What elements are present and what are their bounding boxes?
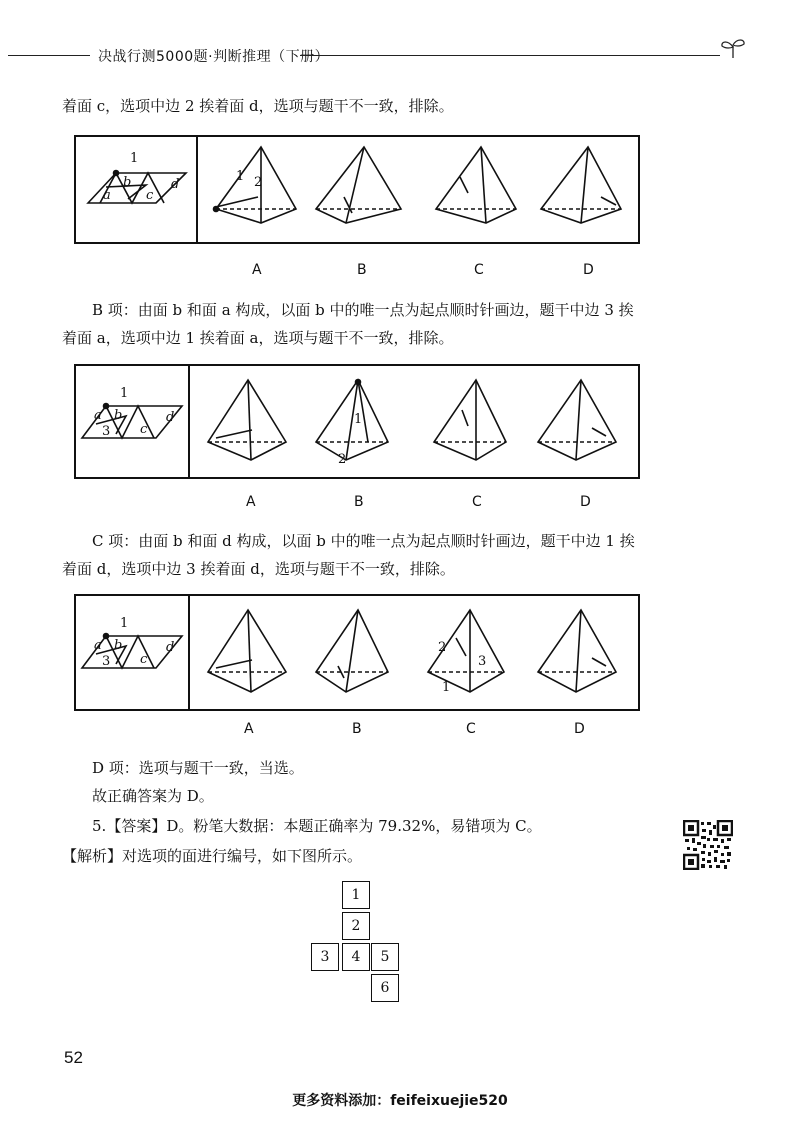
figure-2-optionD — [538, 380, 616, 460]
figure-2-label-D: D — [580, 494, 591, 510]
figure-1-label-A: A — [252, 262, 262, 278]
paragraph-d: D 项：选项与题干一致，当选。 — [92, 759, 304, 777]
figure-2-optionB-edge-2: 2 — [338, 452, 347, 467]
figure-1-optionB — [316, 147, 401, 223]
figure-1-face-b: b — [123, 175, 132, 190]
cube-face-5: 5 — [371, 943, 399, 971]
figure-2-face-d: d — [166, 410, 175, 425]
footer-note: 更多资料添加：feifeixuejie520 — [292, 1093, 508, 1109]
cube-face-4: 4 — [342, 943, 370, 971]
figure-1-face-d: d — [171, 177, 180, 192]
figure-2-label-C: C — [472, 494, 482, 510]
figure-3-face-d: d — [166, 640, 175, 655]
q5-answer-line — [62, 812, 722, 840]
paragraph-c-line1: C 项：由面 b 和面 d 构成，以面 b 中的唯一点为起点顺时针画边，题干中边 1 挨 — [92, 532, 635, 550]
figure-3-face-a: a — [94, 638, 102, 653]
figure-2-face-b: b — [114, 408, 123, 423]
q5-answer-tag: 【答案】 — [106, 817, 167, 835]
figure-1-optionA-edge-2: 2 — [254, 175, 263, 190]
figure-3-optionD — [538, 610, 616, 692]
answer-line: 故正确答案为 D。 — [92, 787, 214, 805]
figure-2-edge-top: 1 — [120, 386, 129, 401]
figure-3-edge-top: 1 — [120, 616, 129, 631]
figure-2-face-c: c — [140, 422, 148, 437]
figure-3-label-C: C — [466, 721, 476, 737]
figure-1-label-B: B — [357, 262, 367, 278]
cube-face-2: 2 — [342, 912, 370, 940]
header-rule-left — [8, 55, 90, 56]
figure-3-optionC-edge-1: 1 — [442, 680, 451, 695]
figure-1-drawing — [76, 137, 642, 246]
q5-analysis-tag: 【解析】 — [62, 847, 123, 865]
qr-code-icon[interactable] — [683, 820, 733, 870]
sprout-icon — [718, 36, 748, 60]
cube-face-6: 6 — [371, 974, 399, 1002]
cube-face-3: 3 — [311, 943, 339, 971]
figure-2-label-A: A — [246, 494, 256, 510]
figure-2 — [74, 364, 640, 479]
paragraph-b-line2: 着面 a，选项中边 1 挨着面 a，选项与题干不一致，排除。 — [62, 329, 454, 347]
figure-2-face-a: a — [94, 408, 102, 423]
figure-3-edge-left: 3 — [102, 654, 111, 669]
figure-3-label-A: A — [244, 721, 254, 737]
header-title: 决战行测5000题·判断推理（下册） — [98, 49, 330, 65]
page-number: 52 — [64, 1048, 83, 1067]
figure-3-optionC-edge-2: 2 — [438, 640, 447, 655]
figure-1-optionC — [436, 147, 516, 223]
figure-2-edge-left: 3 — [102, 424, 111, 439]
figure-3-face-b: b — [114, 638, 123, 653]
q5-analysis-text: 对选项的面进行编号，如下图所示。 — [122, 847, 363, 865]
figure-2-optionB-edge-1: 1 — [354, 412, 363, 427]
q5-analysis-line — [62, 842, 722, 870]
q5-answer-text: D。粉笔大数据：本题正确率为 79.32%，易错项为 C。 — [166, 817, 542, 835]
figure-3-label-B: B — [352, 721, 362, 737]
header-rule-right — [300, 55, 720, 56]
figure-2-label-B: B — [354, 494, 364, 510]
intro-paragraph: 着面 c，选项中边 2 挨着面 d，选项与题干不一致，排除。 — [62, 97, 454, 115]
figure-3-optionC-edge-3: 3 — [478, 654, 487, 669]
figure-1-label-D: D — [583, 262, 594, 278]
paragraph-b-line1: B 项：由面 b 和面 a 构成，以面 b 中的唯一点为起点顺时针画边，题干中边 3 挨 — [92, 301, 634, 319]
figure-3-face-c: c — [140, 652, 148, 667]
figure-1-optionD — [541, 147, 621, 223]
figure-1 — [74, 135, 640, 244]
figure-1-face-c: c — [146, 188, 154, 203]
figure-3-optionB — [316, 610, 388, 692]
figure-3 — [74, 594, 640, 711]
cube-face-1: 1 — [342, 881, 370, 909]
figure-1-face-a: a — [103, 188, 111, 203]
figure-1-label-C: C — [474, 262, 484, 278]
figure-1-edge-top: 1 — [130, 151, 139, 166]
figure-3-drawing — [76, 596, 642, 713]
paragraph-c-line2: 着面 d，选项中边 3 挨着面 d，选项与题干不一致，排除。 — [62, 560, 455, 578]
figure-3-optionA — [208, 610, 286, 692]
figure-2-optionC — [434, 380, 506, 460]
q5-number: 5. — [92, 817, 107, 835]
figure-2-optionB — [316, 380, 388, 461]
figure-3-label-D: D — [574, 721, 585, 737]
figure-2-optionA — [208, 380, 286, 460]
figure-1-optionA-edge-1: 1 — [236, 169, 245, 184]
